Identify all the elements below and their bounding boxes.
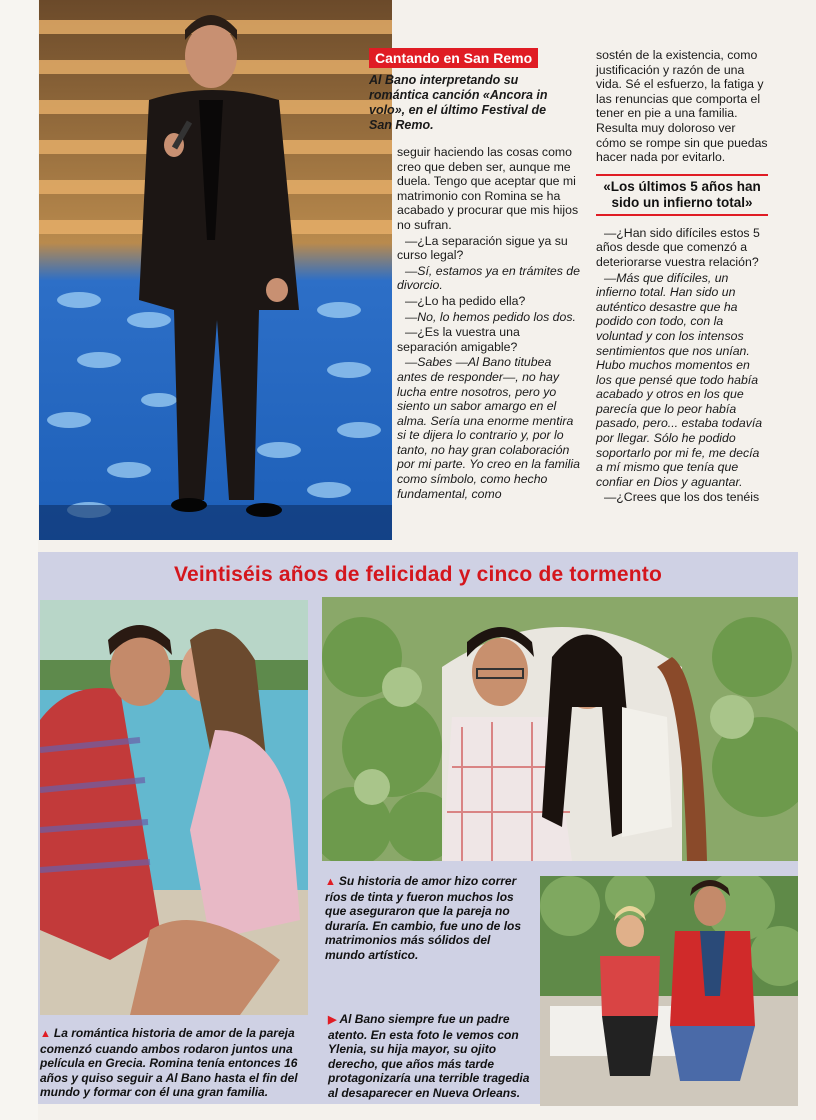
article-column-1	[397, 145, 582, 502]
pull-quote: «Los últimos 5 años han sido un infierno total»	[596, 174, 768, 216]
column-2-bottom	[596, 226, 768, 505]
photo-couple-window	[322, 597, 798, 861]
col1-paragraph: —Sabes —Al Bano titubea antes de responder—, no hay lucha entre nosotros, pero yo siento un sabor amargo en el alma. Sería una enorme mentira si te dijera lo contrario y, por lo tanto, no hay gran colaboración por mi parte. Yo creo en la familia como símbolo, como hecho fundamental, como	[397, 355, 580, 501]
col2_bottom-paragraph: —¿Crees que los dos tenéis	[604, 490, 760, 505]
col2_bottom-paragraph: —¿Han sido difíciles estos 5 años desde que comenzó a deteriorarse vuestra relación?	[596, 225, 760, 269]
column-2-top-paragraph: sostén de la existencia, como justificación y razón de una vida. Sé el esfuerzo, la fatiga y las renuncias que comporta el tener en pie a una familia. Resulta muy doloroso ver cómo se rompe sin que puedas hacer nada por evitarlo.	[596, 48, 768, 165]
article-column-2	[596, 48, 768, 506]
col1-paragraph: —¿La separación sigue ya su curso legal?	[397, 233, 568, 263]
col1-paragraph: —¿Es la vuestra una separación amigable?	[397, 325, 520, 354]
triangle-right-icon: ▶	[328, 1014, 337, 1026]
photo-father-daughter	[540, 876, 798, 1106]
col2_bottom-paragraph: —Más que difíciles, un infierno total. Han sido un auténtico desastre que ha podido con todo, con la voluntad y con los intensos sentimientos que nos unían. Hubo muchos momentos en los que pensé que todo había acabado y otros en los que parecía que lo peor había pasado, pero... estaba todavía por llegar. Sólo he podido soportarlo por mi fe, me decía a mí mismo que tenía que confiar en Dios y aguantar.	[596, 270, 763, 489]
col1-paragraph: seguir haciendo las cosas como creo que deben ser, aunque me duela. Tengo que aceptar que mi matrimonio con Romina se ha acabado y procurar que mis hijos no sufran.	[397, 145, 579, 232]
caption-love-text: Su historia de amor hizo correr ríos de tinta y fueron muchos los que aseguraron que la pareja no duraría. En cambio, fue uno de los matrimonios más sólidos del mundo artístico.	[325, 874, 522, 962]
col1-paragraph: —Sí, estamos ya en trámites de divorcio.	[397, 263, 580, 293]
col1-paragraph: —¿Lo ha pedido ella?	[405, 293, 526, 308]
caption-pool-text: La romántica historia de amor de la pareja comenzó cuando ambos rodaron juntos una película en Grecia. Romina tenía entonces 16 años y quiso seguir a Al Bano hasta el fin del mundo y formar con él una gran familia.	[40, 1026, 298, 1099]
caption-tag: Cantando en San Remo	[369, 48, 538, 68]
caption-pool	[40, 1026, 310, 1100]
caption-love-story	[325, 874, 525, 962]
photo-couple-pool	[40, 600, 308, 1015]
page-margin	[0, 0, 38, 1120]
headline: Veintiséis años de felicidad y cinco de tormento	[173, 563, 663, 586]
photo-singer-stage	[39, 0, 392, 540]
caption-text: Al Bano interpretando su romántica canción «Ancora in volo», en el último Festival de San Remo.	[369, 73, 548, 132]
triangle-up-icon: ▲	[40, 1028, 51, 1040]
top-caption	[369, 48, 559, 133]
col1-paragraph: —No, lo hemos pedido los dos.	[405, 309, 576, 324]
triangle-up-icon: ▲	[325, 876, 336, 888]
caption-father	[328, 1012, 536, 1100]
caption-father-text: Al Bano siempre fue un padre atento. En esta foto le vemos con Ylenia, su hija mayor, su ojito derecho, que años más tarde protagonizaría una terrible tragedia al desaparecer en Nueva Orleans.	[328, 1012, 530, 1100]
